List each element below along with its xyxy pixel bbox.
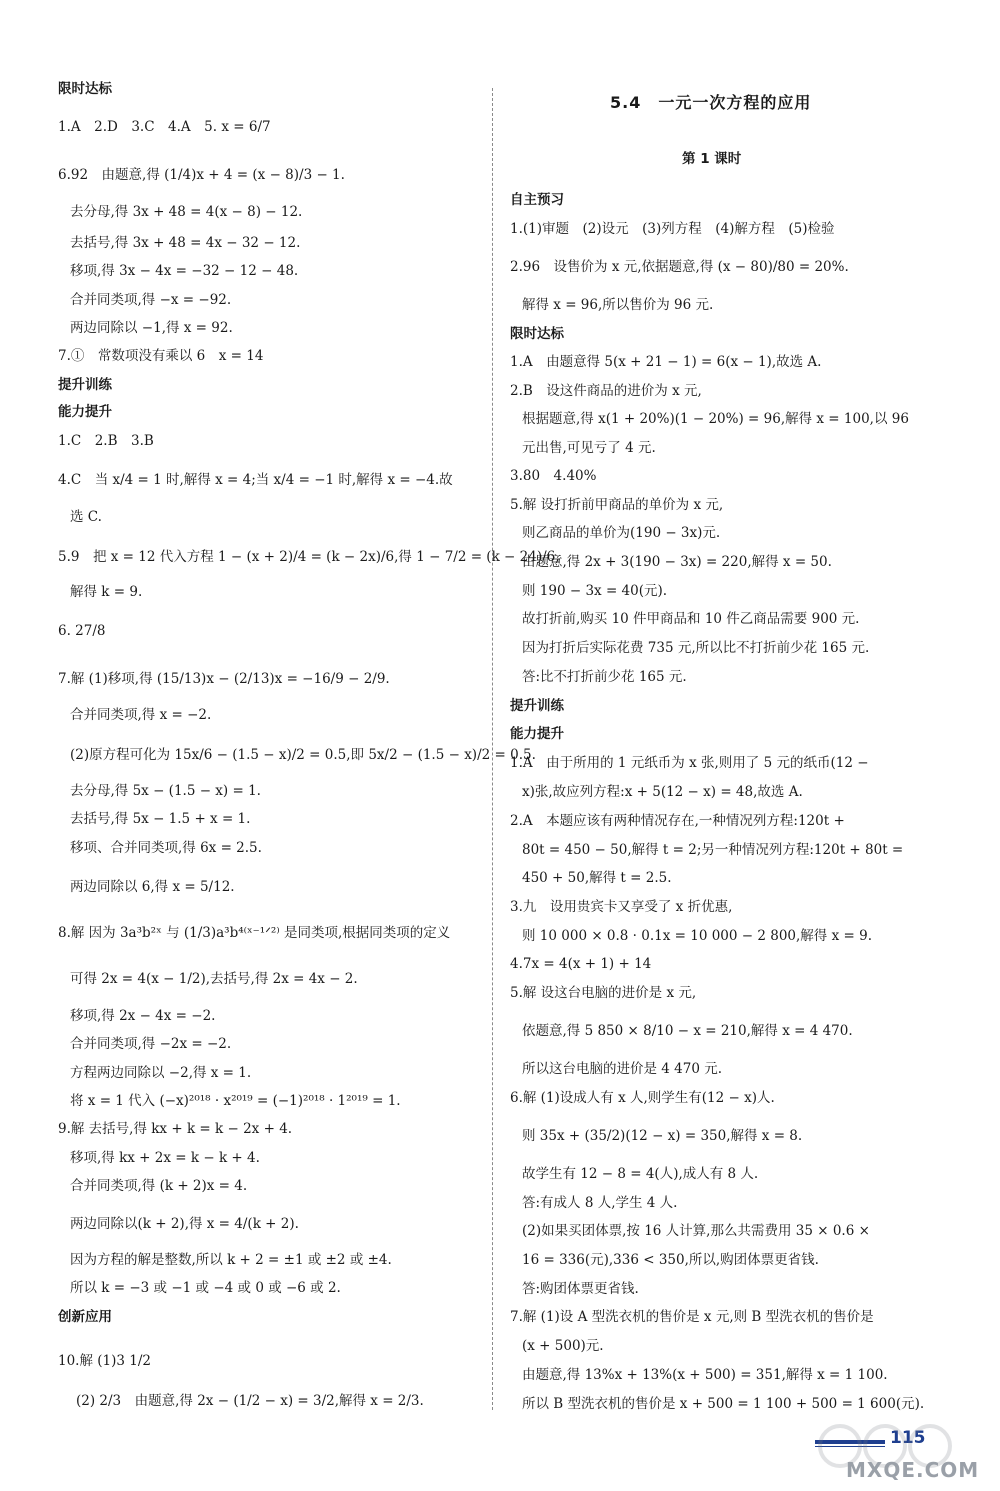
answer-line: 合并同类项,得 −x = −92. xyxy=(70,292,232,308)
answer-line: 去分母,得 5x − (1.5 − x) = 1. xyxy=(70,783,261,799)
answer-line: 8.解 因为 3a³b²ˣ 与 (1/3)a³b⁴⁽ˣ⁻¹ᐟ²⁾ 是同类项,根据同类项的定义 xyxy=(58,925,451,941)
answer-line: 6. 27/8 xyxy=(58,623,106,639)
answer-line: (2) 2/3 由题意,得 2x − (1/2 − x) = 3/2,解得 x = 2/3. xyxy=(76,1393,424,1409)
answer-line: 1.A 由于所用的 1 元纸币为 x 张,则用了 5 元的纸币(12 − xyxy=(510,755,869,771)
answer-line: 移项、合并同类项,得 6x = 2.5. xyxy=(70,840,262,856)
answer-line: 1.A 由题意得 5(x + 21 − 1) = 6(x − 1),故选 A. xyxy=(510,354,822,370)
answer-line: 4.7x = 4(x + 1) + 14 xyxy=(510,956,652,972)
answer-line: 答:有成人 8 人,学生 4 人. xyxy=(522,1195,678,1211)
answer-line: 6.92 由题意,得 (1/4)x + 4 = (x − 8)/3 − 1. xyxy=(58,167,345,183)
answer-line: 合并同类项,得 x = −2. xyxy=(70,707,212,723)
answer-line: 由题意,得 2x + 3(190 − 3x) = 220,解得 x = 50. xyxy=(522,554,832,570)
section-heading: 自主预习 xyxy=(510,192,564,208)
section-heading: 限时达标 xyxy=(510,326,564,342)
column-divider xyxy=(492,88,493,1410)
answer-line: 元出售,可见亏了 4 元. xyxy=(522,440,656,456)
answer-line: 5.9 把 x = 12 代入方程 1 − (x + 2)/4 = (k − 2x)/6,得 1 − 7/2 = (k − 24)/6, xyxy=(58,549,560,565)
answer-line: 则 10 000 × 0.8 · 0.1x = 10 000 − 2 800,解得 x = 9. xyxy=(522,928,872,944)
answer-line: 移项,得 2x − 4x = −2. xyxy=(70,1008,216,1024)
answer-line: 故学生有 12 − 8 = 4(人),成人有 8 人. xyxy=(522,1166,759,1182)
section-heading: 能力提升 xyxy=(58,404,112,420)
answer-line: 解得 k = 9. xyxy=(70,584,143,600)
section-heading: 提升训练 xyxy=(58,377,112,393)
answer-line: 1.(1)审题 (2)设元 (3)列方程 (4)解方程 (5)检验 xyxy=(510,221,835,237)
answer-line: 选 C. xyxy=(70,509,102,525)
section-heading: 能力提升 xyxy=(510,726,564,742)
section-heading: 5.4 一元一次方程的应用 xyxy=(610,93,812,112)
answer-line: 答:购团体票更省钱. xyxy=(522,1281,639,1297)
answer-line: 7.解 (1)设 A 型洗衣机的售价是 x 元,则 B 型洗衣机的售价是 xyxy=(510,1309,874,1325)
answer-line: 6.解 (1)设成人有 x 人,则学生有(12 − x)人. xyxy=(510,1090,775,1106)
answer-line: 5.解 设这台电脑的进价是 x 元, xyxy=(510,985,697,1001)
answer-line: 则 190 − 3x = 40(元). xyxy=(522,583,668,599)
answer-line: (2)如果买团体票,按 16 人计算,那么共需费用 35 × 0.6 × xyxy=(522,1223,870,1239)
section-heading: 限时达标 xyxy=(58,81,112,97)
answer-line: 3.九 设用贵宾卡又享受了 x 折优惠, xyxy=(510,899,733,915)
answer-line: 16 = 336(元),336 < 350,所以,购团体票更省钱. xyxy=(522,1252,819,1268)
answer-line: 所以这台电脑的进价是 4 470 元. xyxy=(522,1061,723,1077)
answer-line: 1.C 2.B 3.B xyxy=(58,433,154,449)
answer-line: 方程两边同除以 −2,得 x = 1. xyxy=(70,1065,252,1081)
answer-line: 1.A 2.D 3.C 4.A 5. x = 6/7 xyxy=(58,119,271,135)
answer-line: 5.解 设打折前甲商品的单价为 x 元, xyxy=(510,497,724,513)
section-heading: 提升训练 xyxy=(510,698,564,714)
answer-line: 去括号,得 3x + 48 = 4x − 32 − 12. xyxy=(70,235,301,251)
page-number: 115 xyxy=(890,1428,926,1448)
answer-line: 7.① 常数项没有乘以 6 x = 14 xyxy=(58,348,264,364)
answer-line: 2.96 设售价为 x 元,依据题意,得 (x − 80)/80 = 20%. xyxy=(510,259,849,275)
answer-line: 两边同除以 −1,得 x = 92. xyxy=(70,320,233,336)
answer-line: 由题意,得 13%x + 13%(x + 500) = 351,解得 x = 1 100. xyxy=(522,1367,888,1383)
answer-line: 2.B 设这件商品的进价为 x 元, xyxy=(510,383,702,399)
answer-line: 根据题意,得 x(1 + 20%)(1 − 20%) = 96,解得 x = 100,以 96 xyxy=(522,411,909,427)
section-heading: 创新应用 xyxy=(58,1309,112,1325)
answer-line: (2)原方程可化为 15x/6 − (1.5 − x)/2 = 0.5,即 5x/2 − (1.5 − x)/2 = 0.5. xyxy=(70,747,536,763)
answer-line: 9.解 去括号,得 kx + k = k − 2x + 4. xyxy=(58,1121,293,1137)
answer-line: 4.C 当 x/4 = 1 时,解得 x = 4;当 x/4 = −1 时,解得 x = −4.故 xyxy=(58,472,453,488)
answer-line: 解得 x = 96,所以售价为 96 元. xyxy=(522,297,714,313)
answer-line: 两边同除以 6,得 x = 5/12. xyxy=(70,879,235,895)
answer-line: 则乙商品的单价为(190 − 3x)元. xyxy=(522,525,721,541)
answer-line: 2.A 本题应该有两种情况存在,一种情况列方程:120t + xyxy=(510,813,845,829)
answer-line: 将 x = 1 代入 (−x)²⁰¹⁸ · x²⁰¹⁹ = (−1)²⁰¹⁸ · 1²⁰¹⁹ = 1. xyxy=(70,1093,401,1109)
section-heading: 第 1 课时 xyxy=(682,151,742,167)
answer-line: 10.解 (1)3 1/2 xyxy=(58,1353,151,1369)
answer-line: 450 + 50,解得 t = 2.5. xyxy=(522,870,672,886)
answer-line: 移项,得 kx + 2x = k − k + 4. xyxy=(70,1150,260,1166)
answer-line: 故打折前,购买 10 件甲商品和 10 件乙商品需要 900 元. xyxy=(522,611,860,627)
answer-line: 去括号,得 5x − 1.5 + x = 1. xyxy=(70,811,251,827)
answer-line: 所以 k = −3 或 −1 或 −4 或 0 或 −6 或 2. xyxy=(70,1280,341,1296)
answer-line: 去分母,得 3x + 48 = 4(x − 8) − 12. xyxy=(70,204,303,220)
answer-line: 移项,得 3x − 4x = −32 − 12 − 48. xyxy=(70,263,299,279)
answer-line: (x + 500)元. xyxy=(522,1338,604,1354)
answer-line: 合并同类项,得 (k + 2)x = 4. xyxy=(70,1178,248,1194)
answer-line: 7.解 (1)移项,得 (15/13)x − (2/13)x = −16/9 − 2/9. xyxy=(58,671,390,687)
answer-line: 所以 B 型洗衣机的售价是 x + 500 = 1 100 + 500 = 1 600(元). xyxy=(522,1396,925,1412)
answer-line: 因为打折后实际花费 735 元,所以比不打折前少花 165 元. xyxy=(522,640,870,656)
watermark-text: MXQE.COM xyxy=(846,1458,980,1482)
answer-line: 则 35x + (35/2)(12 − x) = 350,解得 x = 8. xyxy=(522,1128,803,1144)
answer-line: 因为方程的解是整数,所以 k + 2 = ±1 或 ±2 或 ±4. xyxy=(70,1252,392,1268)
answer-line: 合并同类项,得 −2x = −2. xyxy=(70,1036,232,1052)
answer-line: 答:比不打折前少花 165 元. xyxy=(522,669,687,685)
answer-line: 可得 2x = 4(x − 1/2),去括号,得 2x = 4x − 2. xyxy=(70,971,358,987)
answer-line: 3.80 4.40% xyxy=(510,468,597,484)
answer-line: x)张,故应列方程:x + 5(12 − x) = 48,故选 A. xyxy=(522,784,803,800)
answer-line: 80t = 450 − 50,解得 t = 2;另一种情况列方程:120t + 80t = xyxy=(522,842,904,858)
answer-line: 两边同除以(k + 2),得 x = 4/(k + 2). xyxy=(70,1216,299,1232)
answer-line: 依题意,得 5 850 × 8/10 − x = 210,解得 x = 4 470. xyxy=(522,1023,853,1039)
